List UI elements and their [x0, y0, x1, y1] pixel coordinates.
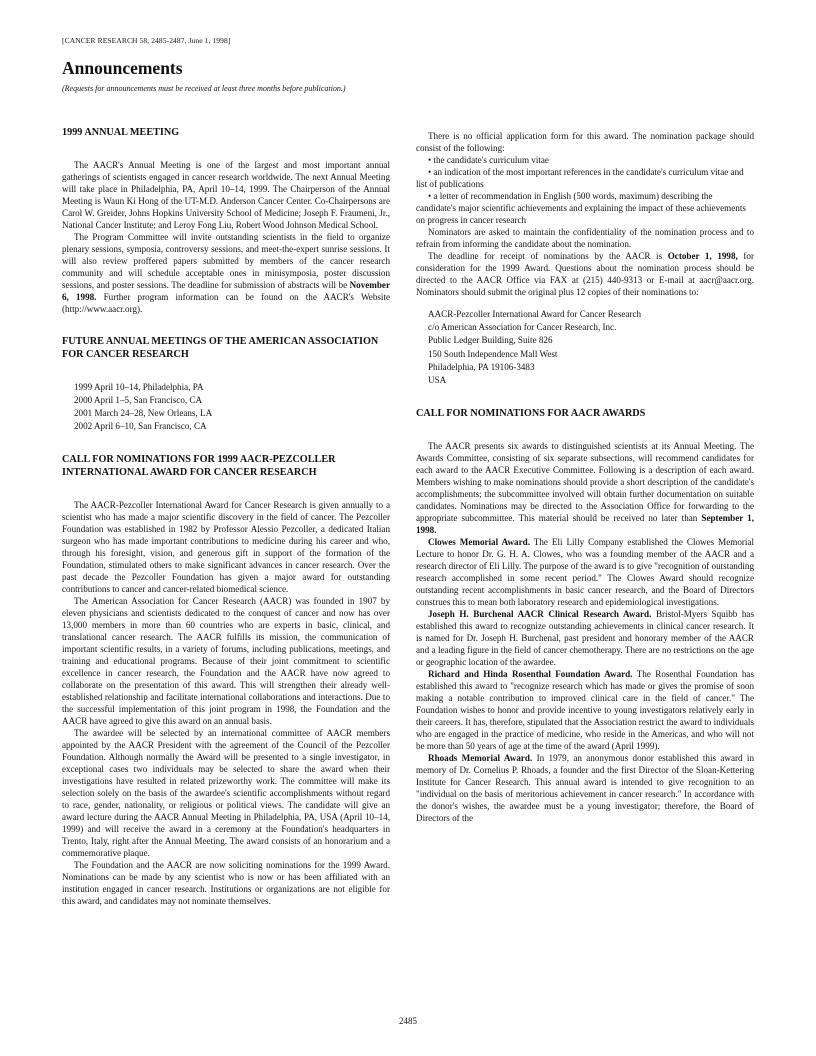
address-line: Philadelphia, PA 19106-3483 — [428, 361, 535, 372]
address-line: 150 South Independence Mall West — [428, 348, 558, 359]
annual-meeting-paragraph-1: The AACR's Annual Meeting is one of the largest and most important annual gatherings of scientists engaged in cancer research worldwide. The next Annual Meeting will take place in Philadelphia, PA, April 10–14, 1999. The Chairperson of the Annual Meeting is Waun Ki Hong of the UT-M.D. Anderson Cancer Center. Co-Chairpersons are Carol W. Greider, Johns Hopkins University School of Medicine; Joseph F. Fraumeni, Jr., National Cancer Institute; and Leroy Fong Liu, Robert Wood Johnson Medical School. — [62, 160, 390, 230]
burchenal-award-paragraph — [416, 608, 754, 668]
address-line: USA — [428, 375, 447, 386]
pezcoller-paragraph-5: There is no official application form for this award. The nomination package should consist of the following: — [416, 131, 754, 153]
annual-meeting-paragraph-2 — [62, 231, 390, 315]
section-heading-pezcoller: CALL FOR NOMINATIONS FOR 1999 AACR-PEZCOLLER INTERNATIONAL AWARD FOR CANCER RESEARCH — [62, 454, 336, 478]
aacr-awards-intro — [416, 440, 754, 536]
section-heading-annual-meeting: 1999 ANNUAL MEETING — [62, 127, 180, 138]
page-subtitle: (Requests for announcements must be received at least three months before publication.) — [62, 84, 346, 93]
burchenal-award-name: Joseph H. Burchenal AACR Clinical Research Award. — [428, 609, 652, 620]
section-heading-aacr-awards: CALL FOR NOMINATIONS FOR AACR AWARDS — [416, 408, 646, 420]
rosenthal-award-name: Richard and Hinda Rosenthal Foundation Award. — [428, 669, 633, 680]
address-line: c/o American Association for Cancer Research, Inc. — [428, 322, 617, 333]
annual-meeting-text: The Program Committee will invite outstanding scientists in the field to organize plenary sessions, symposia, controversy sessions, and meet-the-expert sunrise sessions. It will also review proffered papers submitted by members of the cancer research community and will schedule acceptable ones in minisymposia, poster discussion sessions, and poster sessions. The deadline for submission of abstracts will be — [62, 232, 390, 290]
section-heading-future-meetings: FUTURE ANNUAL MEETINGS OF THE AMERICAN ASSOCIATION FOR CANCER RESEARCH — [62, 336, 379, 360]
nomination-deadline: October 1, 1998, — [667, 251, 738, 261]
page-title: Announcements — [62, 58, 183, 78]
awards-deadline: September 1, 1998. — [416, 513, 755, 536]
left-column — [62, 126, 390, 907]
rosenthal-award-paragraph — [416, 668, 754, 752]
pezcoller-paragraph-1: The AACR-Pezcoller International Award for Cancer Research is given annually to a scientist who has made a major scientific discovery in the field of cancer. The Pezcoller Foundation was established in 1982 by Professor Alessio Pezcoller, a dedicated Italian surgeon who has made important contributions to medicine during his career and who, through his foresight, vision, and generous gift in support of the formation of the Foundation, stimulated others to make significant advances in cancer research. Over the past decade the Pezcoller Foundation has given a major award for outstanding contributions to cancer and cancer-related biomedical science. — [62, 500, 390, 594]
clowes-award-text: The Eli Lilly Company established the Clowes Memorial Lecture to honor Dr. G. H. A. Clowes, who was a founding member of the AACR and a research director of Eli Lilly. The purpose of the award is to give "recognition of outstanding research accomplished in some recent period." The Clowes Award should recognize outstanding recent accomplishments in basic cancer research, and the Board of Directors construes this to mean both laboratory research and epidemiological investigations. — [416, 537, 754, 608]
clowes-award-name: Clowes Memorial Award. — [428, 537, 530, 548]
list-item: • the candidate's curriculum vitae — [428, 155, 549, 165]
burchenal-award-text: Bristol-Myers Squibb has established this award to recognize outstanding achievements in clinical cancer research. It is named for Dr. Joseph H. Burchenal, past president and honorary member of the AACR and a leading figure in the field of cancer chemotherapy. There are no restrictions on the age or geographic location of the awardee. — [416, 609, 754, 668]
address-line: AACR-Pezcoller International Award for Cancer Research — [428, 309, 642, 319]
rosenthal-award-text: The Rosenthal Foundation has established this award to "recognize research which has made or gives the promise of soon making a notable contribution to improved clinical care in the field of cancer." The Foundation wishes to honor and provide incentive to young investigators relatively early in their careers. It has, therefore, stipulated that the Association restrict the award to individuals who are engaged in the practice of medicine, who reside in the Americas, and who will not be more than 50 years of age at the time of the award (April 1999). — [416, 669, 754, 752]
address-line: Public Ledger Building, Suite 826 — [428, 335, 553, 346]
rhoads-award-name: Rhoads Memorial Award. — [428, 753, 533, 764]
meeting-item: 1999 April 10–14, Philadelphia, PA — [74, 382, 204, 392]
nomination-contact-text: for consideration for the 1999 Award. Questions about the nomination process should be directed to the AACR Office via FAX at (215) 440-9313 or E-mail at aacr@aacr.org. Nominators should submit the original plus 12 copies of their nominations to: — [416, 251, 755, 297]
pezcoller-paragraph-4: The Foundation and the AACR are now soliciting nominations for the 1999 Award. Nominations can be made by any scientist who is now or has been affiliated with an institution engaged in cancer research. Institutions or organizations are not eligible for this award, and candidates may not nominate themselves. — [62, 860, 390, 906]
meeting-item: 2000 April 1–5, San Francisco, CA — [74, 395, 203, 405]
running-head: [CANCER RESEARCH 58, 2485-2487, June 1, 1998] — [62, 36, 231, 45]
annual-meeting-website-text: Further program information can be found on the AACR's Website (http://www.aacr.org). — [62, 292, 391, 314]
rhoads-award-text: In 1979, an anonymous donor established this award in memory of Dr. Cornelius P. Rhoads, a founder and the first Director of the Sloan-Kettering Institute for Cancer Research. This annual award is intended to give recognition to an "individual on the basis of meritorious achievement in cancer research." In accordance with the donor's wishes, the awardee must be a young investigator; therefore, the Board of Directors of the — [416, 753, 754, 824]
page-number: 2485 — [399, 1016, 417, 1026]
pezcoller-paragraph-2: The American Association for Cancer Research (AACR) was founded in 1907 by eleven physicians and scientists dedicated to the conquest of cancer and now has over 13,000 members in more than 60 countries who are experts in basic, clinical, and translational cancer research. The AACR fulfills its mission, the communication of important scientific results, in a variety of forums, including publications, meetings, and training and educational programs. Because of their joint commitment to scientific excellence in cancer research, the Foundation and the AACR have now agreed to collaborate on the presentation of this award. This will strengthen their already well-established relationship and facilitate international collaborations and interactions. Due to the successful implementation of this joint program in 1998, the Foundation and the AACR have agreed to give this award on an annual basis. — [62, 596, 390, 726]
abstract-deadline: November 6, 1998. — [62, 280, 390, 302]
pezcoller-paragraph-3: The awardee will be selected by an international committee of AACR members appointed by the AACR President with the agreement of the Council of the Pezcoller Foundation. Although normally the Award will be presented to a single investigator, in exceptional cases two individuals may be selected to share the award when their investigations have resulted in related prizeworthy work. The committee will make its selection solely on the basis of the awardee's scientific accomplishments without regard to race, gender, nationality, or religious or political views. The candidate will give an award lecture during the AACR Annual Meeting in Philadelphia, PA, USA (April 10–14, 1999) and will receive the award in a ceremony at the Foundation's headquarters in Trento, Italy, right after the Annual Meeting. The award consists of an honorarium and a commemorative plaque. — [62, 728, 390, 858]
nomination-package-list — [416, 154, 754, 226]
pezcoller-paragraph-6: Nominators are asked to maintain the confidentiality of the nomination process and to refrain from informing the candidate about the nomination. — [416, 227, 754, 249]
meeting-item: 2002 April 6–10, San Francisco, CA — [74, 421, 207, 431]
clowes-award-paragraph — [416, 536, 754, 608]
aacr-awards-intro-text: The AACR presents six awards to distinguished scientists at its Annual Meeting. The Awards Committee, consisting of six separate subsections, will recommend candidates for each award to the AACR Executive Committee. Following is a description of each award. Members wishing to make nominations should provide a short description of the candidate's accomplishments; the subcommittee involved will obtain further documentation on suitable candidates. Nominations may be directed to the Association Office for forwarding to the appropriate subcommittee. This material should be received no later than — [416, 441, 754, 524]
right-column — [416, 130, 754, 824]
rhoads-award-paragraph — [416, 752, 754, 824]
nomination-deadline-text: The deadline for receipt of nominations by the AACR is — [428, 251, 663, 261]
list-item: • an indication of the most important references in the candidate's curriculum vitae and list of publications — [416, 167, 744, 189]
meeting-item: 2001 March 24–28, New Orleans, LA — [74, 408, 213, 418]
pezcoller-paragraph-7 — [416, 250, 754, 298]
list-item: • a letter of recommendation in English (500 words, maximum) describing the candidate's major scientific achievements and explaining the impact of these achievements on progress in cancer research — [416, 191, 746, 225]
mailing-address — [428, 308, 754, 387]
future-meetings-list — [74, 381, 390, 433]
